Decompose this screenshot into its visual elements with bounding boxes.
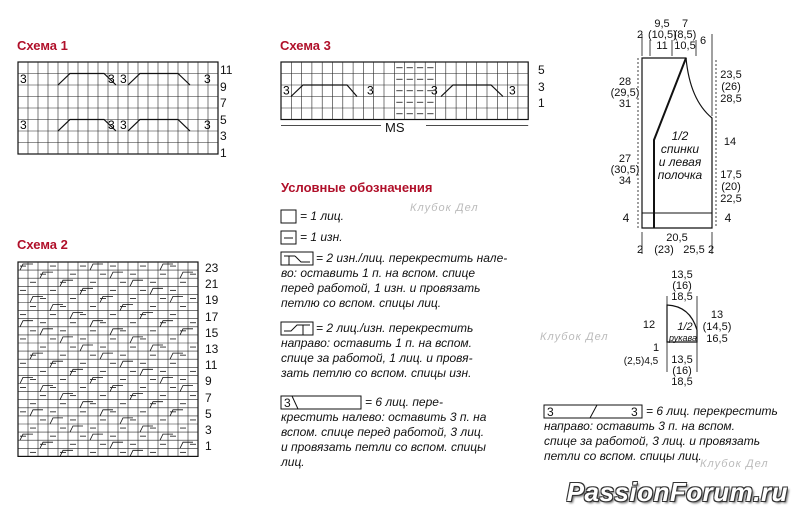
brand-logo: PassionForum.ru (566, 477, 788, 507)
watermark-1: Клубок Дел (410, 202, 479, 214)
scheme1-title: Схема 1 (17, 38, 68, 53)
body-top-2b: (8,5) (673, 29, 697, 41)
legend-cross-left-4: петлю со вспом. спицы лиц. (281, 296, 442, 310)
scheme1-cable-mark: 3 (204, 118, 211, 132)
sleeve-right-c: 16,5 (706, 333, 728, 345)
cable-left-mark: 3 (284, 396, 291, 410)
body-top-1c: 11 (656, 40, 668, 52)
scheme1-cable-mark: 3 (204, 72, 211, 86)
legend-cable-right-1: = 6 лиц. перекрестить (646, 404, 778, 418)
scheme2-row-number: 3 (205, 423, 212, 437)
body-left-upper-a: 28 (618, 76, 632, 88)
sleeve-left: 12 (642, 319, 656, 331)
legend-purl-text: = 1 изн. (300, 230, 343, 244)
scheme1-row-number: 11 (220, 63, 233, 77)
scheme3-row-number: 3 (538, 79, 545, 94)
legend-cross-right-3: спице за работой, 1 лиц. и провя- (281, 351, 473, 365)
body-right-upper-b: (26) (721, 81, 741, 93)
body-top-1b: (10,5) (648, 29, 677, 41)
scheme1-cable-mark: 3 (20, 118, 27, 132)
body-left-lower-a: 27 (618, 153, 632, 165)
scheme1-row-number: 5 (220, 112, 227, 127)
legend-cable-left-3: вспом. спице перед работой, 3 лиц. (281, 425, 485, 439)
body-left-upper-b: (29,5) (610, 87, 640, 99)
legend-cross-left-1: = 2 изн./лиц. перекрестить нале- (316, 251, 508, 265)
body-right-lower-a: 17,5 (720, 169, 742, 181)
scheme1-row-number: 9 (220, 79, 227, 94)
legend-cable-right-2: направо: оставить 3 п. на вспом. (544, 419, 735, 433)
sleeve-piece-label-1: 1/2 (677, 321, 693, 333)
body-top-left-small: 2 (637, 29, 644, 41)
scheme2-row-number: 19 (205, 293, 219, 308)
scheme2-row-number: 15 (205, 325, 219, 340)
sleeve-bottom-a: 13,5 (671, 354, 693, 366)
scheme1-cable-mark: 3 (108, 72, 115, 86)
watermark-3: Клубок Дел (700, 458, 769, 470)
body-right-upper-a: 23,5 (720, 69, 742, 81)
scheme1-row-number: 1 (220, 145, 227, 160)
scheme2-row-number: 5 (205, 406, 212, 421)
sleeve-right-a: 13 (710, 309, 724, 321)
sleeve-top-b: (16) (672, 280, 692, 292)
body-bottom-a: 20,5 (666, 232, 688, 244)
body-left-lower-c: 34 (618, 175, 632, 187)
body-left-upper-c: 31 (618, 98, 632, 110)
body-right-lower-b: (20) (721, 181, 741, 193)
scheme2-row-number: 1 (205, 439, 212, 454)
legend-cross-right-1: = 2 лиц./изн. перекрестить (316, 321, 474, 335)
scheme1-cable-mark: 3 (120, 72, 127, 86)
scheme2-row-number: 23 (205, 261, 219, 275)
body-top-1a: 9,5 (654, 18, 670, 30)
body-top-right-small: 6 (700, 35, 707, 47)
legend-cable-left-1: = 6 лиц. пере- (365, 395, 443, 409)
body-bottom-right: 2 (708, 244, 715, 256)
body-piece-label-4: полочка (657, 168, 703, 182)
body-rib-right: 4 (724, 211, 732, 225)
body-piece-label-3: и левая (658, 155, 702, 169)
scheme3-row-number: 5 (538, 63, 545, 77)
scheme2-row-number: 11 (205, 358, 218, 373)
legend-title: Условные обозначения (281, 180, 433, 195)
scheme3-row-number: 1 (538, 96, 545, 110)
scheme1-row-number: 3 (220, 129, 227, 143)
legend-cross-right-2: направо: оставить 1 п. на вспом. (281, 336, 472, 350)
body-right-upper-c: 28,5 (720, 93, 742, 105)
body-top-2a: 7 (681, 18, 689, 30)
scheme3-cable-mark: 3 (367, 83, 374, 98)
legend-cable-left-5: лиц. (281, 455, 305, 469)
body-bottom-left: 2 (637, 244, 644, 256)
cable-right-mark-2: 3 (631, 405, 638, 419)
sleeve-top-a: 13,5 (671, 269, 693, 281)
legend-cross-right-4: зать петлю со вспом. спицы изн. (281, 366, 472, 380)
scheme3-title: Схема 3 (280, 38, 331, 53)
body-bottom-c: 25,5 (683, 244, 705, 256)
scheme1-row-number: 7 (220, 96, 227, 110)
legend-cable-left-2: крестить налево: оставить 3 п. на (281, 410, 487, 424)
body-rib-left: 4 (622, 211, 630, 225)
scheme3-cable-mark: 3 (431, 83, 438, 98)
scheme3-cable-mark: 3 (509, 83, 516, 98)
sleeve-piece-label-2: рукава (669, 333, 697, 343)
sleeve-left-small-2: (2,5)4,5 (623, 356, 659, 367)
body-piece-label-2: спинки (660, 142, 700, 156)
cable-right-mark-1: 3 (547, 405, 554, 419)
scheme2-row-number: 9 (205, 374, 212, 389)
legend-cable-right-4: петли со вспом. спицы лиц. (544, 449, 702, 463)
scheme2-row-number: 7 (205, 390, 212, 405)
legend-cross-left-3: перед работой, 1 изн. и провязать (281, 281, 481, 295)
body-left-lower-b: (30,5) (610, 164, 640, 176)
scheme2-row-number: 17 (205, 309, 219, 324)
legend-knit-text: = 1 лиц. (300, 209, 344, 223)
scheme2-title: Схема 2 (17, 237, 68, 252)
scheme2-row-number: 13 (205, 342, 219, 356)
scheme2-row-number: 21 (205, 277, 219, 292)
sleeve-bottom-b: (16) (672, 365, 692, 377)
sleeve-bottom-c: 18,5 (671, 376, 693, 388)
sleeve-top-c: 18,5 (671, 291, 693, 303)
body-top-2c: 10,5 (674, 40, 696, 52)
body-right-mid: 14 (723, 136, 737, 148)
sleeve-left-small: 1 (652, 342, 660, 354)
watermark-2: Клубок Дел (540, 331, 609, 343)
body-piece-label-1: 1/2 (671, 129, 689, 143)
body-bottom-b: (23) (654, 244, 674, 256)
scheme1-cable-mark: 3 (20, 72, 27, 86)
scheme1-cable-mark: 3 (120, 118, 127, 132)
legend-cable-right-3: спице за работой, 3 лиц. и провязать (544, 434, 761, 448)
sleeve-right-b: (14,5) (702, 321, 732, 333)
scheme3-cable-mark: 3 (283, 83, 290, 98)
legend-cross-left-2: во: оставить 1 п. на вспом. спице (281, 266, 476, 280)
body-right-lower-c: 22,5 (720, 193, 742, 205)
legend-cable-left-4: и провязать петли со вспом. спицы (281, 440, 486, 454)
scheme3-ms-label: MS (385, 120, 405, 135)
scheme1-cable-mark: 3 (108, 118, 115, 132)
